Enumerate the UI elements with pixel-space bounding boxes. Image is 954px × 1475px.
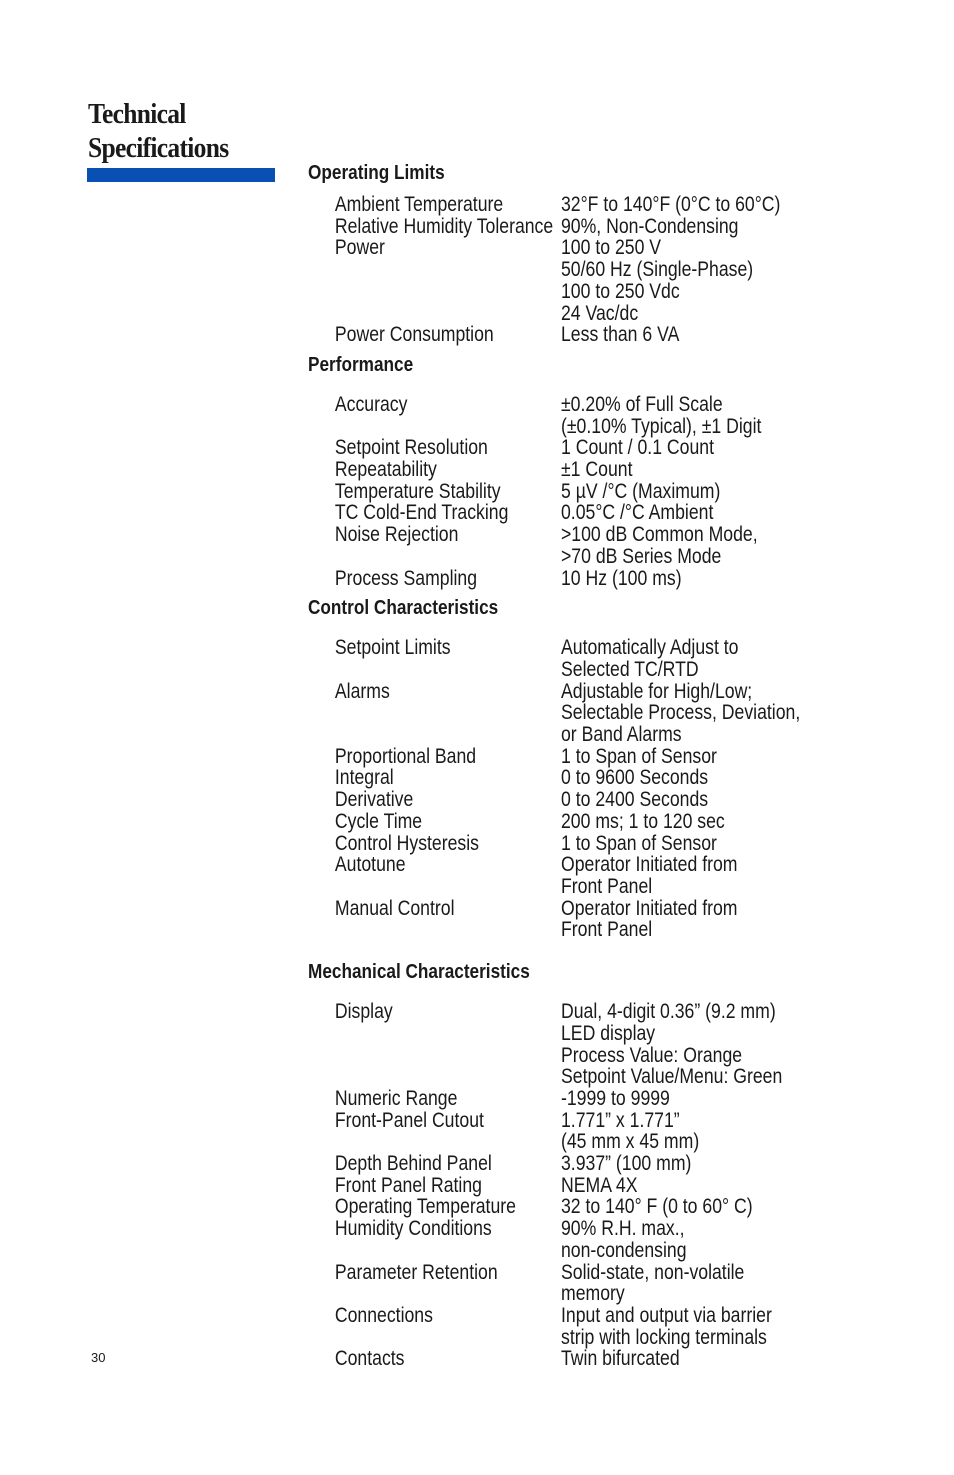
spec-value-line: 1 to Span of Sensor [561,744,717,768]
spec-label: Relative Humidity Tolerance [334,214,554,238]
spec-label: Ambient Temperature [334,193,504,216]
page-title-line-1: Technical [88,98,186,130]
spec-value-line: 1.771” x 1.771” [561,1108,680,1132]
spec-row [308,681,868,746]
spec-value [561,789,819,811]
spec-row [308,1175,868,1197]
spec-value-line: 90%, Non-Condensing [561,214,739,238]
spec-label: TC Cold-End Tracking [334,501,509,525]
spec-row [308,1196,868,1218]
spec-value-line: -1999 to 9999 [561,1086,670,1110]
section-heading: Control Characteristics [308,597,499,620]
spec-value [561,1001,819,1088]
spec-value-line: Front Panel [561,918,653,942]
spec-value [561,637,819,680]
spec-row [308,1262,868,1305]
spec-row [308,437,868,459]
spec-value-line: Selectable Process, Deviation, [561,701,801,725]
spec-value-line: 32 to 140° F (0 to 60° C) [561,1195,753,1219]
spec-value-line: Selected TC/RTD [561,657,699,681]
spec-value-line: LED display [561,1021,656,1045]
section-heading: Performance [308,353,414,376]
spec-value [561,437,819,459]
spec-label: Setpoint Resolution [334,436,488,460]
spec-value-line: 0 to 9600 Seconds [561,766,709,790]
spec-row [308,833,868,855]
spec-label: Control Hysteresis [334,831,479,855]
spec-value-line: 200 ms; 1 to 120 sec [561,809,725,833]
spec-label: Display [334,1000,393,1024]
spec-label: Proportional Band [334,744,477,768]
spec-value-line: 32°F to 140°F (0°C to 60°C) [561,193,781,216]
spec-row [308,1153,868,1175]
spec-label: Front Panel Rating [334,1173,482,1197]
spec-value [561,854,819,897]
spec-value-line: or Band Alarms [561,723,682,747]
spec-value-line: strip with locking terminals [561,1325,767,1349]
spec-value-line: Setpoint Value/Menu: Green [561,1065,783,1089]
spec-section [308,959,868,1370]
spec-value [561,681,819,746]
spec-value-line: ±1 Count [561,458,633,482]
spec-row [308,1218,868,1261]
spec-label: Contacts [334,1347,405,1371]
spec-label: Depth Behind Panel [334,1152,492,1176]
section-heading: Mechanical Characteristics [308,961,530,984]
spec-value-line: Automatically Adjust to [561,636,739,660]
spec-label: Parameter Retention [334,1260,498,1284]
spec-value-line: 0 to 2400 Seconds [561,788,709,812]
spec-value-line: >100 dB Common Mode, [561,523,758,547]
spec-value-line: Less than 6 VA [561,323,680,347]
spec-section [308,595,868,941]
page-title [88,97,228,165]
spec-row [308,237,868,324]
spec-row [308,898,868,941]
spec-row [308,746,868,768]
spec-label: Repeatability [334,458,437,482]
spec-label: Noise Rejection [334,523,459,547]
spec-value [561,767,819,789]
spec-section [308,352,868,589]
spec-label: Cycle Time [334,809,423,833]
spec-value-line: memory [561,1282,625,1306]
spec-row [308,459,868,481]
spec-value-line: Input and output via barrier [561,1303,772,1327]
spec-value-line: NEMA 4X [561,1173,638,1197]
spec-value [561,1218,819,1261]
spec-value-line: Dual, 4-digit 0.36” (9.2 mm) [561,1000,776,1024]
spec-value-line: Process Value: Orange [561,1043,743,1067]
spec-value [561,1348,819,1370]
spec-value-line: 10 Hz (100 ms) [561,566,682,590]
spec-label: Numeric Range [334,1086,458,1110]
spec-label: Connections [334,1303,433,1327]
spec-value-line: (±0.10% Typical), ±1 Digit [561,414,762,438]
spec-row [308,216,868,238]
spec-value-line: 100 to 250 V [561,236,662,260]
spec-label: Power Consumption [334,323,494,347]
spec-value [561,394,819,437]
page-title-line-2: Specifications [88,132,229,164]
spec-row [308,1110,868,1153]
spec-value [561,459,819,481]
spec-value-line: 50/60 Hz (Single-Phase) [561,258,754,282]
spec-label: Accuracy [334,392,408,416]
spec-row [308,767,868,789]
spec-value-line: Solid-state, non-volatile [561,1260,745,1284]
spec-value-line: Twin bifurcated [561,1347,680,1371]
spec-value-line: Adjustable for High/Low; [561,679,753,703]
spec-row [308,789,868,811]
spec-value-line: ±0.20% of Full Scale [561,392,723,416]
spec-row [308,568,868,590]
spec-row [308,394,868,437]
spec-value [561,324,819,346]
page-number: 30 [91,1350,106,1365]
spec-value [561,898,819,941]
spec-label: Autotune [334,853,406,877]
spec-value-line: >70 dB Series Mode [561,544,722,568]
spec-value [561,194,819,216]
spec-row [308,502,868,524]
spec-label: Process Sampling [334,566,478,590]
spec-value-line: Front Panel [561,874,653,898]
spec-row [308,481,868,503]
spec-value [561,1305,819,1348]
spec-value [561,237,819,324]
spec-value [561,1110,819,1153]
spec-value-line: 0.05°C /°C Ambient [561,501,714,525]
spec-value-line: 5 µV /°C (Maximum) [561,479,721,503]
title-accent-bar [87,168,275,182]
spec-value-line: 90% R.H. max., [561,1217,685,1241]
spec-row [308,811,868,833]
spec-section [308,160,868,346]
spec-label: Operating Temperature [334,1195,516,1219]
spec-value [561,1088,819,1110]
spec-value [561,216,819,238]
spec-label: Front-Panel Cutout [334,1108,484,1132]
spec-value-line: 3.937” (100 mm) [561,1152,692,1176]
spec-value-line: 1 to Span of Sensor [561,831,717,855]
spec-row [308,194,868,216]
spec-value [561,746,819,768]
specifications-list [308,160,868,1370]
spec-value-line: (45 mm x 45 mm) [561,1130,700,1154]
spec-row [308,1001,868,1088]
spec-label: Temperature Stability [334,479,501,503]
section-heading: Operating Limits [308,162,445,184]
spec-value [561,1262,819,1305]
spec-row [308,1088,868,1110]
spec-label: Integral [334,766,394,790]
spec-value [561,1196,819,1218]
spec-label: Setpoint Limits [334,636,451,660]
spec-value [561,1175,819,1197]
spec-row [308,524,868,567]
spec-value [561,811,819,833]
spec-row [308,324,868,346]
spec-label: Humidity Conditions [334,1217,492,1241]
spec-value [561,1153,819,1175]
spec-value [561,833,819,855]
spec-value-line: 24 Vac/dc [561,301,639,325]
spec-row [308,637,868,680]
spec-label: Manual Control [334,896,455,920]
spec-value-line: Operator Initiated from [561,853,738,877]
spec-value-line: non-condensing [561,1238,687,1262]
spec-row [308,1348,868,1370]
spec-value-line: Operator Initiated from [561,896,738,920]
spec-row [308,854,868,897]
spec-value-line: 1 Count / 0.1 Count [561,436,714,460]
spec-value [561,524,819,567]
spec-label: Alarms [334,679,390,703]
spec-value [561,568,819,590]
spec-value [561,502,819,524]
spec-label: Derivative [334,788,414,812]
spec-value-line: 100 to 250 Vdc [561,279,680,303]
spec-row [308,1305,868,1348]
spec-value [561,481,819,503]
spec-label: Power [334,236,385,260]
